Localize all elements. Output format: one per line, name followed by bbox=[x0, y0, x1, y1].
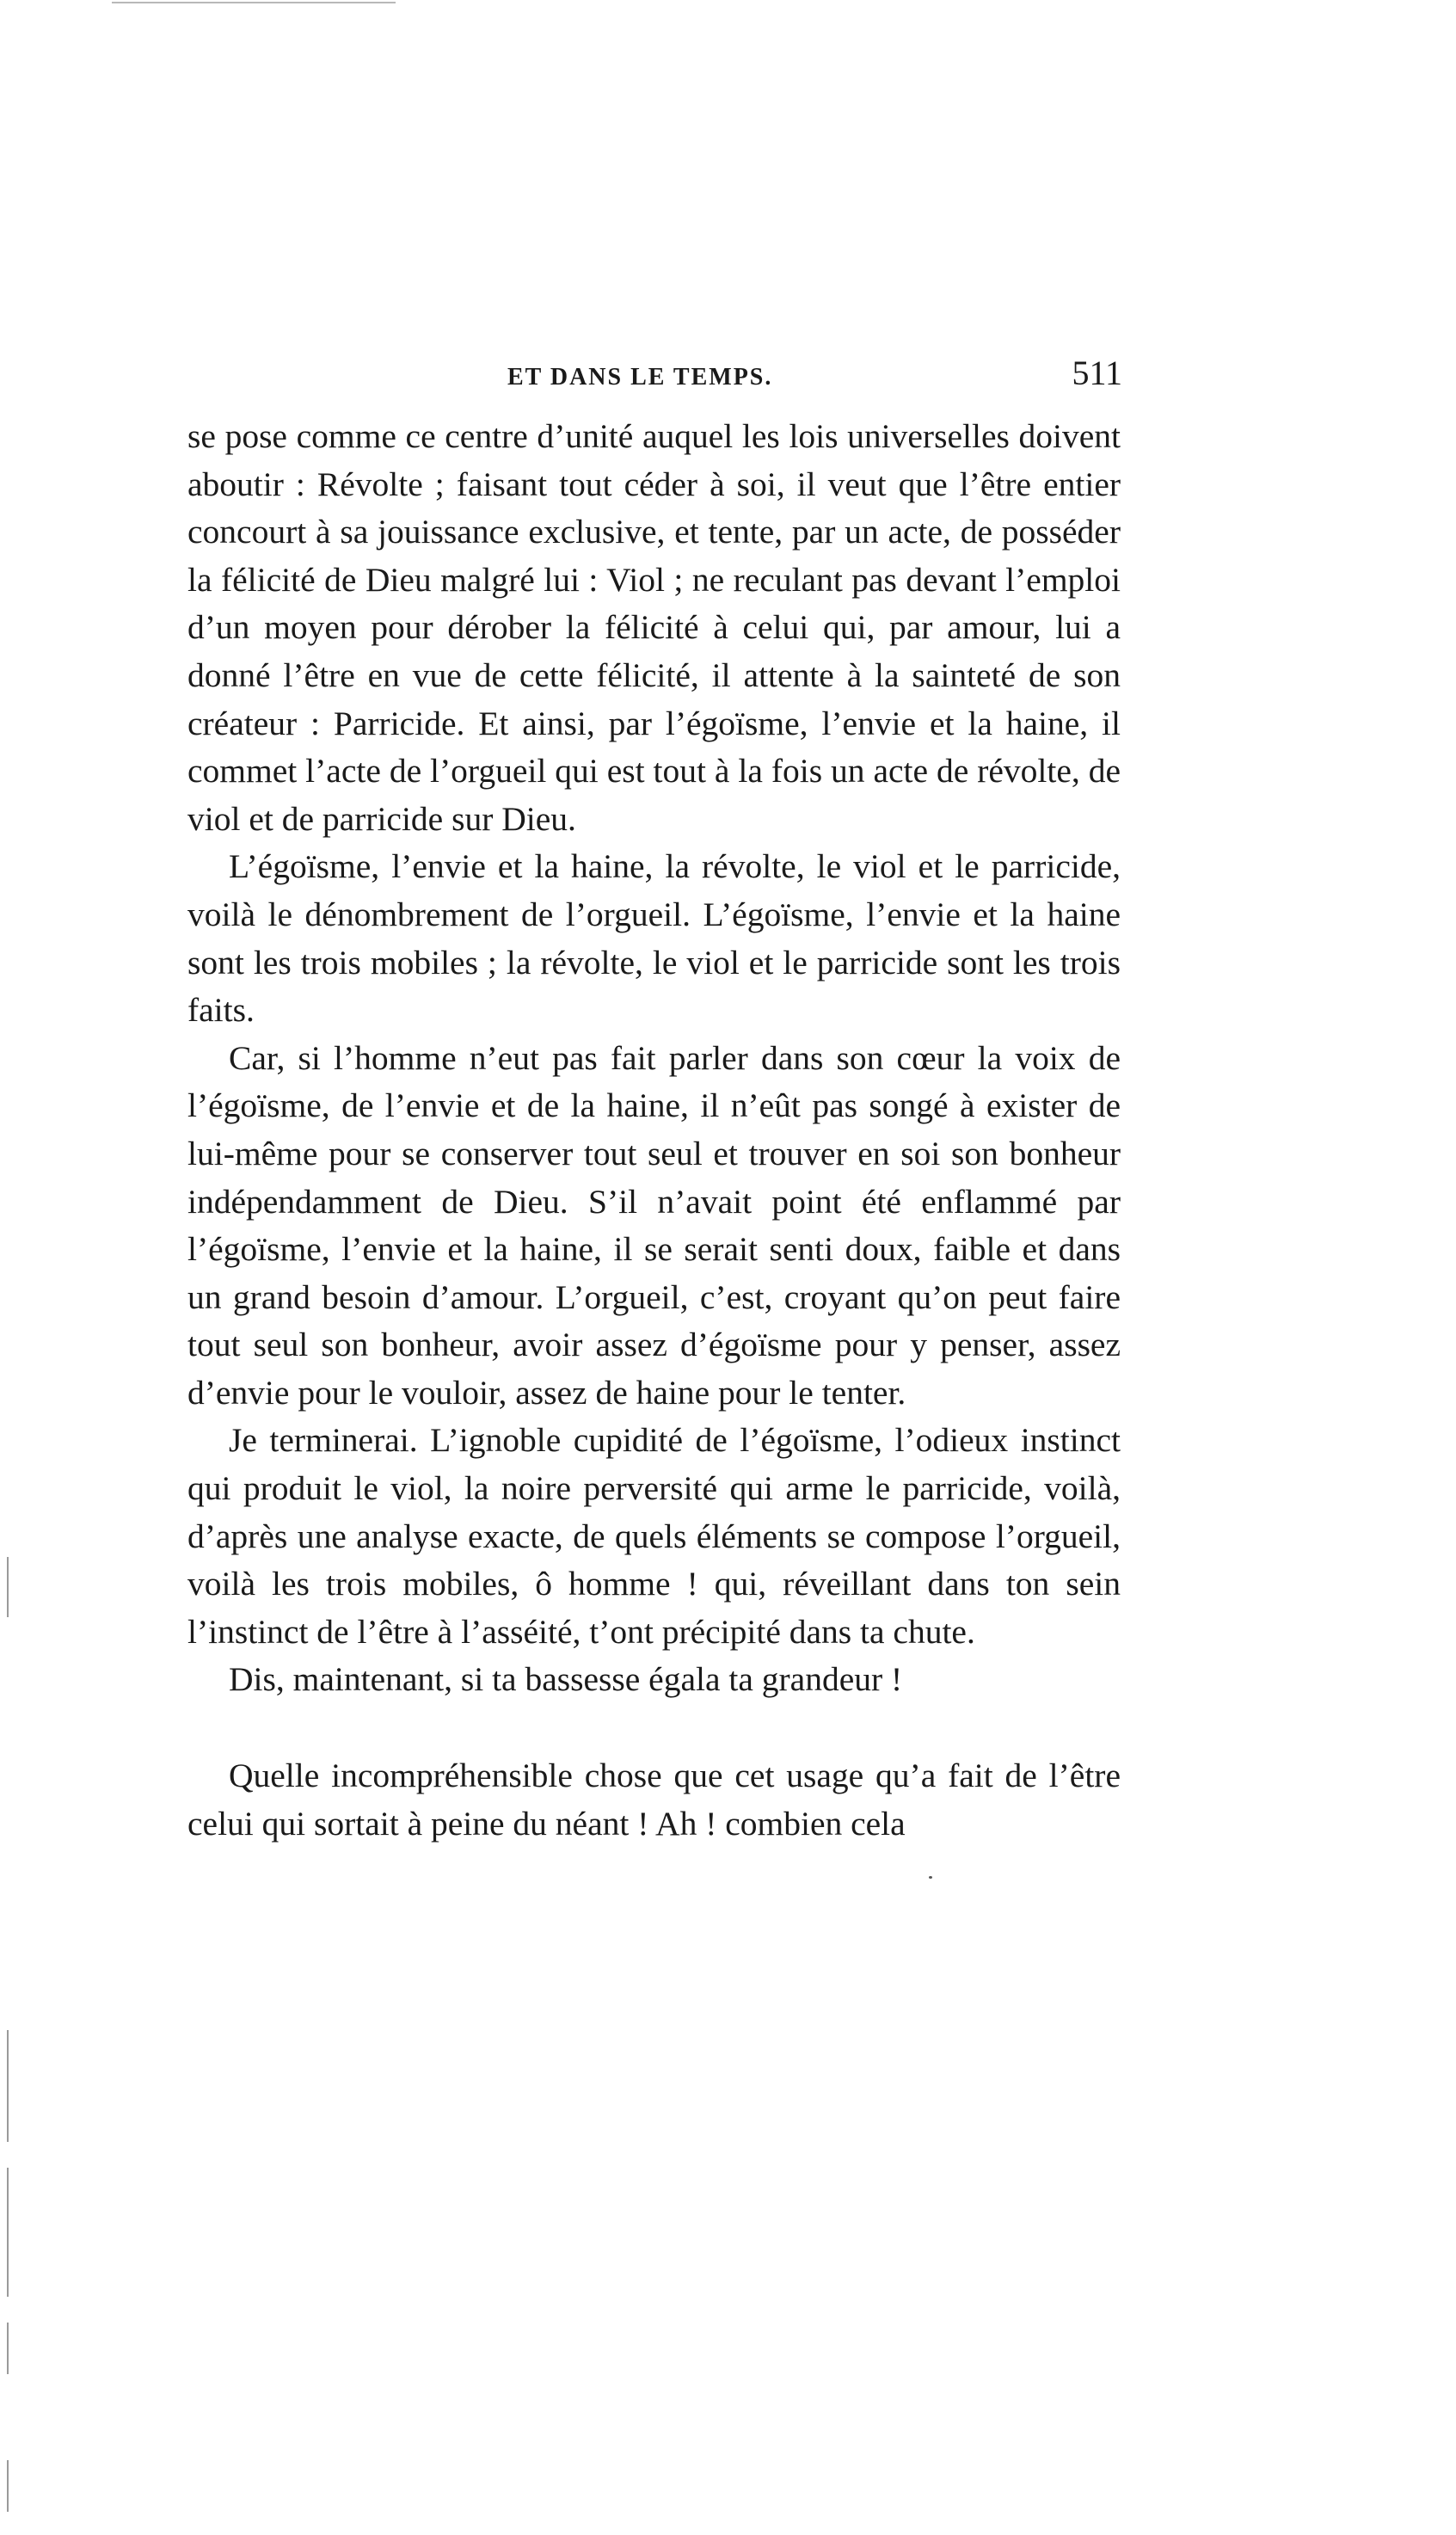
page-number: 511 bbox=[1072, 354, 1122, 392]
paragraph: Car, si l’homme n’eut pas fait parler dans son cœur la voix de l’égoïsme, de l’envie et de la haine, il n’eût pas songé à exister de lui-même pour se conserver tout seul et trouver en soi son bonheur indépendamment de Dieu. S’il n’avait point été enflammé par l’égoïsme, l’envie et la haine, il se serait senti doux, faible et dans un grand besoin d’amour. L’orgueil, c’est, croyant qu’on peut faire tout seul son bonheur, avoir assez d’égoïsme pour y penser, assez d’envie pour le vouloir, assez de haine pour le tenter. bbox=[187, 1038, 1121, 1412]
section-separator-dot bbox=[929, 1876, 932, 1879]
body-text bbox=[187, 413, 1121, 1848]
paragraph: L’égoïsme, l’envie et la haine, la révolte, le viol et le parricide, voilà le dénombrement de l’orgueil. L’égoïsme, l’envie et la haine sont les trois mobiles ; la révolte, le viol et le parricide sont les trois faits. bbox=[187, 847, 1121, 1030]
scan-artifact-top-rule bbox=[112, 2, 396, 3]
scan-artifact-edge-mark bbox=[7, 1557, 9, 1617]
section-gap bbox=[187, 1704, 1121, 1752]
paragraph: Quelle incompréhensible chose que cet usage qu’a fait de l’être celui qui sortait à peine du néant ! Ah ! combien cela bbox=[187, 1757, 1121, 1843]
scan-artifact-edge-mark bbox=[7, 2030, 9, 2142]
scan-artifact-edge-mark bbox=[7, 2168, 9, 2297]
scan-artifact-edge-mark bbox=[7, 2323, 9, 2374]
paragraph: Dis, maintenant, si ta bassesse égala ta grandeur ! bbox=[229, 1660, 903, 1699]
running-head bbox=[189, 348, 1122, 400]
scan-artifact-edge-mark bbox=[7, 2460, 9, 2512]
paragraph: se pose comme ce centre d’unité auquel les lois universelles doivent aboutir : Révolte ; faisant tout céder à soi, il veut que l’être entier concourt à sa jouissance exclusive, et tente, par un acte, de posséder la félicité de Dieu malgré lui : Viol ; ne reculant pas devant l’emploi d’un moyen pour dérober la félicité à celui qui, par amour, lui a donné l’être en vue de cette félicité, il attente à la sainteté de son créateur : Parricide. Et ainsi, par l’égoïsme, l’envie et la haine, il commet l’acte de l’orgueil qui est tout à la fois un acte de révolte, de viol et de parricide sur Dieu. bbox=[187, 417, 1121, 838]
paragraph: Je terminerai. L’ignoble cupidité de l’égoïsme, l’odieux instinct qui produit le viol, la noire perversité qui arme le parricide, voilà, d’après une analyse exacte, de quels éléments se compose l’orgueil, voilà les trois mobiles, ô homme ! qui, réveillant dans ton sein l’instinct de l’être à l’asséité, t’ont précipité dans ta chute. bbox=[187, 1421, 1121, 1651]
running-head-title: ET DANS LE TEMPS. bbox=[507, 364, 773, 391]
